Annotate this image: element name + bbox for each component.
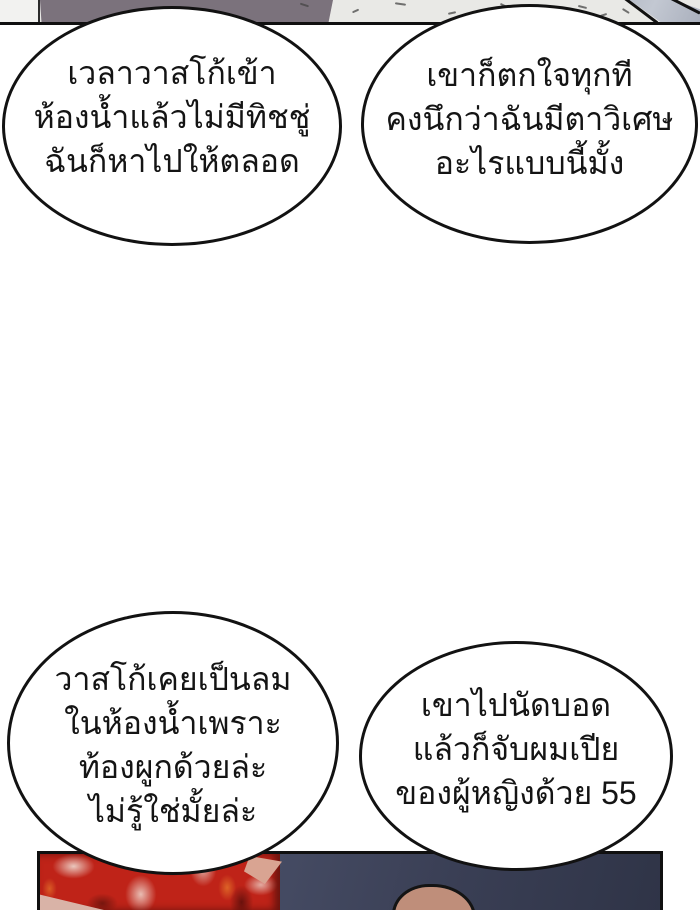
speech-line: วาสโก้เคยเป็นลม <box>54 661 292 697</box>
scratch-mark <box>395 2 406 5</box>
speech-line: คงนึกว่าฉันมีตาวิเศษ <box>385 101 674 137</box>
speech-line: แล้วก็จับผมเปีย <box>412 731 620 767</box>
speech-bubble-top-right <box>361 4 698 244</box>
shard-shape <box>612 0 700 22</box>
speech-line: ฉันก็หาไปให้ตลอด <box>44 143 300 179</box>
speech-line: เวลาวาสโก้เข้า <box>67 55 277 91</box>
speech-text <box>34 51 311 183</box>
speech-text <box>385 53 673 185</box>
speech-line: อะไรแบบนี้มั้ง <box>434 145 625 181</box>
speech-line: ไม่รู้ใช่มั้ยล่ะ <box>88 793 258 829</box>
scratch-mark <box>448 11 456 14</box>
speech-line: ของผู้หญิงด้วย 55 <box>395 775 637 811</box>
speech-line: ห้องน้ำแล้วไม่มีทิชชู่ <box>33 99 311 135</box>
speech-line: เขาไปนัดบอด <box>420 687 612 723</box>
glass-shard-background <box>612 0 700 22</box>
scratch-mark <box>578 5 587 9</box>
speech-text <box>395 683 636 815</box>
speech-bubble-top-left <box>2 6 342 246</box>
speech-text <box>55 657 292 833</box>
speech-bubble-bottom-right <box>359 641 673 871</box>
speech-bubble-bottom-left <box>7 611 339 875</box>
wall-segment <box>0 0 40 22</box>
speech-line: ในห้องน้ำเพราะ <box>64 705 282 741</box>
speech-line: ท้องผูกด้วยล่ะ <box>78 749 268 785</box>
scratch-mark <box>352 9 359 13</box>
speech-line: เขาก็ตกใจทุกที <box>426 57 633 93</box>
